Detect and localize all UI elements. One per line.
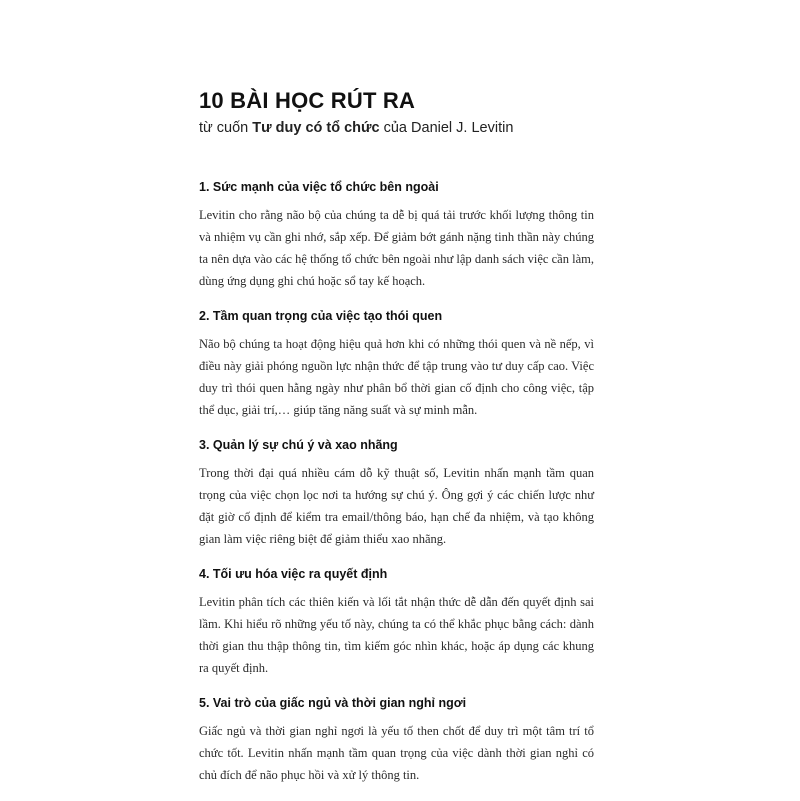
lesson-heading: 3. Quản lý sự chú ý và xao nhãng xyxy=(199,438,398,452)
lesson-item xyxy=(199,307,594,421)
lesson-heading: 2. Tầm quan trọng của việc tạo thói quen xyxy=(199,309,443,323)
document-page xyxy=(199,88,594,801)
lessons-list xyxy=(199,178,594,786)
page-subtitle xyxy=(199,118,594,138)
lesson-body: Giấc ngủ và thời gian nghỉ ngơi là yếu tố then chốt để duy trì một tâm trí tổ chức tốt. Levitin nhấn mạnh tầm quan trọng của việc dành thời gian nghỉ có chủ đích để não phục hồi và xử lý thông tin. xyxy=(199,724,594,782)
lesson-heading: 5. Vai trò của giấc ngủ và thời gian nghỉ ngơi xyxy=(199,696,467,710)
lesson-body: Não bộ chúng ta hoạt động hiệu quả hơn khi có những thói quen và nề nếp, vì điều này giải phóng nguồn lực nhận thức để tập trung vào tư duy cấp cao. Việc duy trì thói quen hằng ngày như phân bổ thời gian cố định cho công việc, tập thể dục, giải trí,… giúp tăng năng suất và sự minh mẫn. xyxy=(199,337,594,417)
lesson-item xyxy=(199,178,594,292)
page-title: 10 BÀI HỌC RÚT RA xyxy=(199,88,416,113)
subtitle-suffix: của Daniel J. Levitin xyxy=(379,120,514,136)
lesson-item xyxy=(199,565,594,679)
lesson-body: Trong thời đại quá nhiều cám dỗ kỹ thuật số, Levitin nhấn mạnh tầm quan trọng của việc chọn lọc nơi ta hướng sự chú ý. Ông gợi ý các chiến lược như đặt giờ cố định để kiểm tra email/thông báo, hạn chế đa nhiệm, và tạo không gian làm việc riêng biệt để giảm thiểu xao nhãng. xyxy=(199,466,594,546)
lesson-heading: 4. Tối ưu hóa việc ra quyết định xyxy=(199,567,388,581)
subtitle-prefix: từ cuốn xyxy=(199,120,253,136)
lesson-body: Levitin cho rằng não bộ của chúng ta dễ bị quá tải trước khối lượng thông tin và nhiệm vụ cần ghi nhớ, sắp xếp. Để giảm bớt gánh nặng tinh thần này chúng ta nên dựa vào các hệ thống tổ chức bên ngoài như lập danh sách việc cần làm, dùng ứng dụng ghi chú hoặc sổ tay kế hoạch. xyxy=(199,208,594,288)
lesson-item xyxy=(199,694,594,786)
subtitle-book-title: Tư duy có tổ chức xyxy=(252,120,380,136)
lesson-body: Levitin phân tích các thiên kiến và lối tắt nhận thức dễ dẫn đến quyết định sai lầm. Khi hiểu rõ những yếu tố này, chúng ta có thể khắc phục bằng cách: dành thời gian thu thập thông tin, tìm kiếm góc nhìn khác, hoặc áp dụng các khung ra quyết định. xyxy=(199,595,594,675)
lesson-heading: 1. Sức mạnh của việc tổ chức bên ngoài xyxy=(199,180,439,194)
lesson-item xyxy=(199,436,594,550)
